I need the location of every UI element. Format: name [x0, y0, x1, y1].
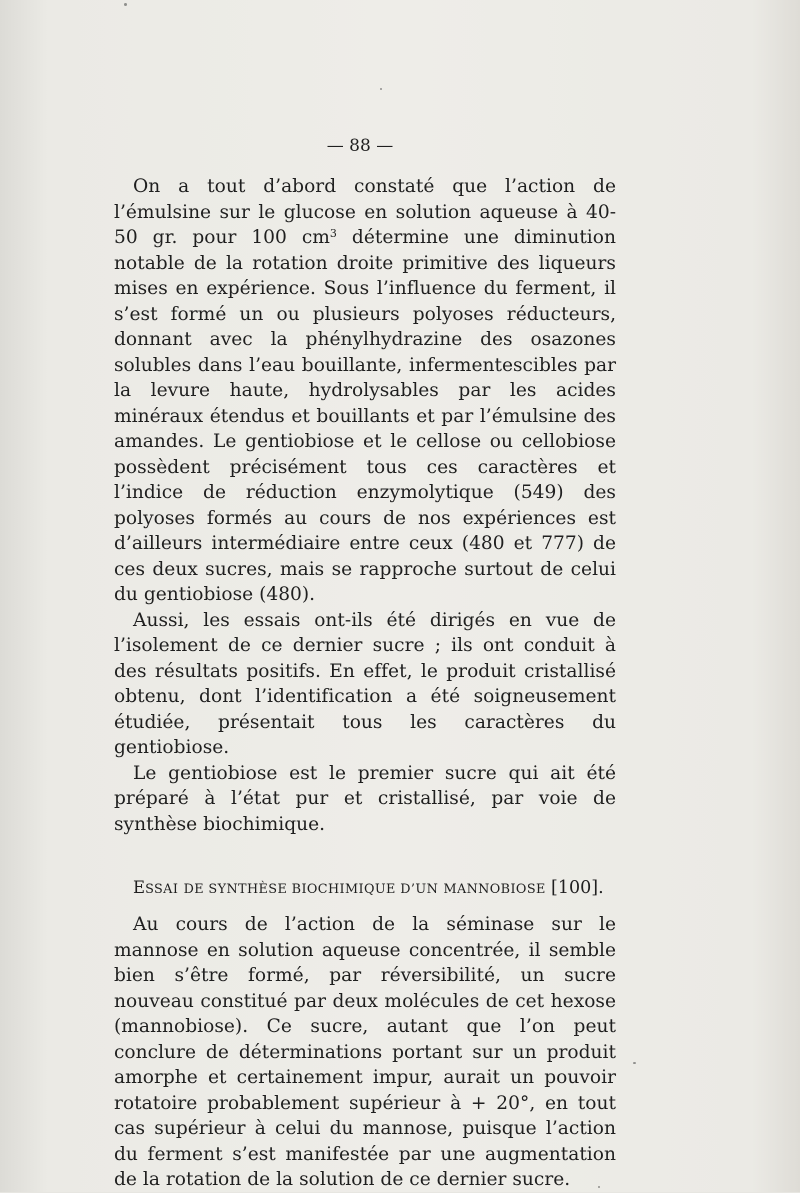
paragraph-gentiobiose: Le gentiobiose est le premier sucre qui ait été préparé à l’état pur et cristallisé, par voie de synthèse biochimique.	[114, 762, 616, 835]
heading-initial: E	[133, 878, 146, 897]
scan-speck	[124, 3, 127, 6]
paragraph-mannobiose: Au cours de l’action de la séminase sur le mannose en solution aqueuse concentrée, il semble bien s’être formé, par réversibilité, un sucre nouveau constitué par deux molécules de cet hexose (mannobiose). Ce sucre, autant que l’on peut conclure de déterminations portant sur un produit amorphe et certainement impur, aurait un pouvoir rotatoire probablement supérieur à + 20°, en tout cas supérieur à celui du mannose, puisque l’action du ferment s’est manifestée par une augmentation de la rotation de la solution de ce dernier sucre.	[114, 914, 616, 1190]
heading-reference: [100].	[551, 878, 604, 898]
page-number: — 88 —	[326, 136, 394, 156]
scan-speck	[380, 88, 382, 90]
paragraph-isolement: Aussi, les essais ont-ils été dirigés en vue de l’isolement de ce dernier sucre ; ils ont conduit à des résultats positifs. En effet, le produit cristallisé obtenu, dont l’identification a été soigneusement étudiée, présentait tous les caractères du gentiobiose.	[114, 609, 616, 758]
paragraph-text: On a tout d’abord constaté que l’action de l’émulsine sur le glucose en solution aqueuse à 40-50 gr. pour 100 cm	[114, 176, 616, 248]
heading-word: SSAI	[145, 882, 179, 897]
scan-speck	[633, 1062, 636, 1064]
superscript-3: 3	[329, 227, 337, 240]
section-heading	[114, 875, 616, 902]
heading-word: MANNOBIOSE	[443, 882, 546, 897]
heading-words: DE SYNTHÈSE BIOCHIMIQUE D’UN	[183, 882, 439, 897]
page-body	[114, 134, 616, 1193]
paragraph-emulsine	[114, 174, 616, 608]
paragraph-text: détermine une diminution notable de la rotation droite primitive des liqueurs mises en expérience. Sous l’influence du ferment, il s’est formé un ou plusieurs polyoses réducteurs, donnant avec la phénylhydrazine des osazones solubles dans l’eau bouillante, infermentescibles par la levure haute, hydrolysables par les acides minéraux étendus et bouillants et par l’émulsine des amandes. Le gentiobiose et le cellose ou cellobiose possèdent précisément tous ces caractères et l’indice de réduction enzymolytique (549) des polyoses formés au cours de nos expériences est d’ailleurs intermédiaire entre ceux (480 et 777) de ces deux sucres, mais se rapproche surtout de celui du gentiobiose (480).	[114, 227, 616, 605]
